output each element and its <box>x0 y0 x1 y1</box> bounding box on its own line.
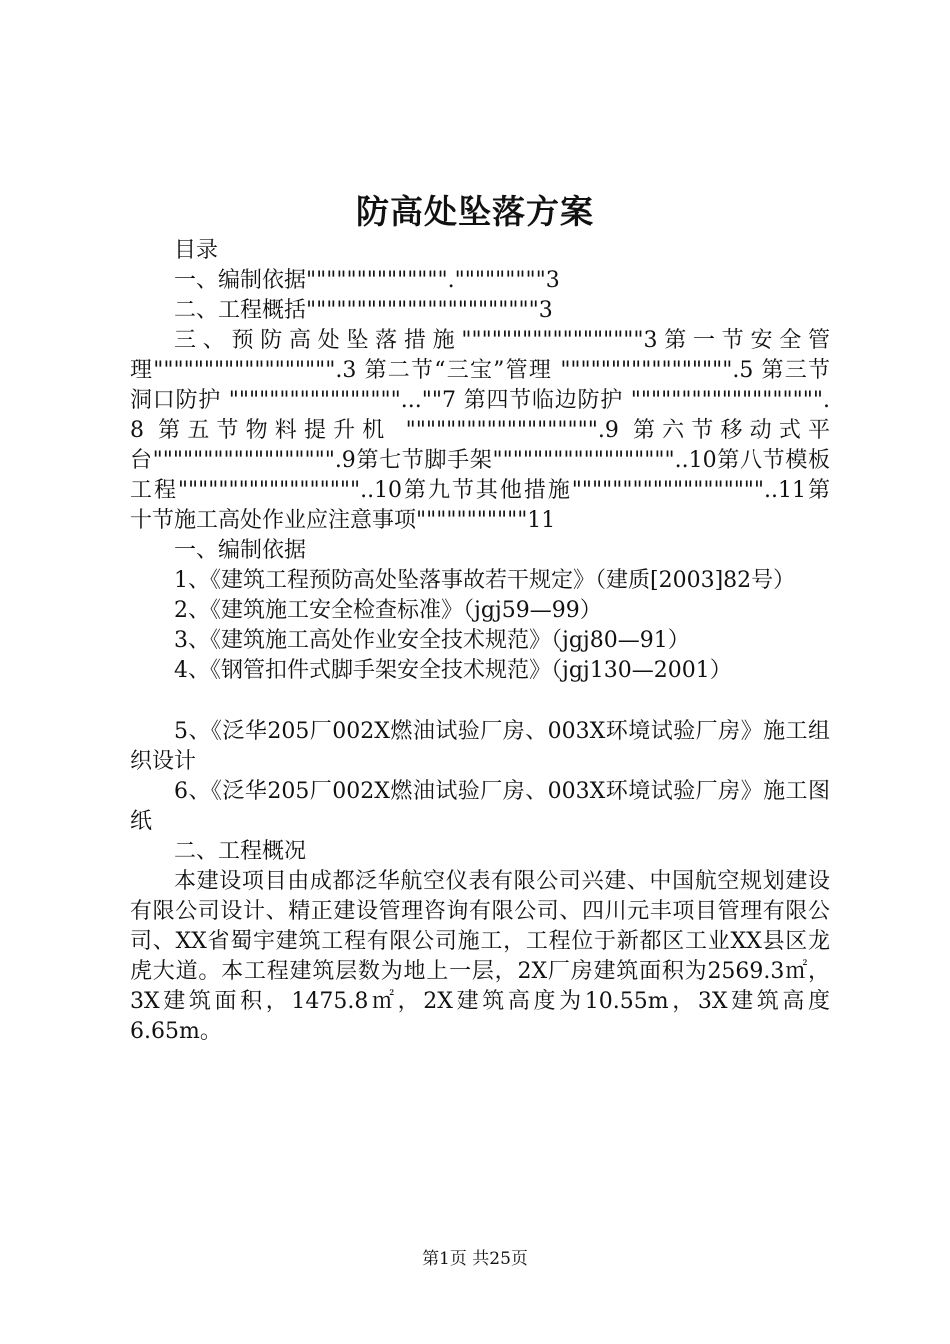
section1-item-6: 6、《泛华205厂002X燃油试验厂房、003X环境试验厂房》施工图纸 <box>130 779 830 834</box>
section1-item-4: 4、《钢管扣件式脚手架安全技术规范》（jgj130—2001） <box>174 658 732 683</box>
toc-block: 三、预防高处坠落措施""""""""""""""""""3第一节安全管理"""""""""""""""""".3 第二节“三宝”管理 """"""""""""""""".5 第三节洞口防护 """""""""""""""""...""7 第四节临边防护 """"""""""""""""""".8 第五节物料提升机 """"""""""""""""""".9 第六节移动式平台"""""""""""""""""".9第七节脚手架""""""""""""""""""..10第八节模板工程""""""""""""""""""..10第九节其他措施"""""""""""""""""""..11第十节施工高处作业应注意事项"""""""""""11 <box>130 328 830 533</box>
toc-line-2: 二、工程概括"""""""""""""""""""""""3 <box>174 298 553 323</box>
section1-item-2: 2、《建筑施工安全检查标准》（jgj59—99） <box>174 598 602 623</box>
section1-item-5: 5、《泛华205厂002X燃油试验厂房、003X环境试验厂房》施工组织设计 <box>130 719 830 774</box>
blank-line <box>130 686 830 717</box>
section2-paragraph: 本建设项目由成都泛华航空仪表有限公司兴建、中国航空规划建设有限公司设计、精正建设管理咨询有限公司、四川元丰项目管理有限公司、XX省蜀宇建筑工程有限公司施工，工程位于新都区工业XX县区龙虎大道。本工程建筑层数为地上一层，2X厂房建筑面积为2569.3㎡，3X建筑面积，1475.8㎡，2X建筑高度为10.55m，3X建筑高度6.65m。 <box>130 869 830 1044</box>
document-title: 防高处坠落方案 <box>356 192 594 231</box>
document-body <box>130 236 830 1047</box>
section1-item-1: 1、《建筑工程预防高处坠落事故若干规定》（建质[2003]82号） <box>174 568 796 593</box>
section1-heading: 一、编制依据 <box>174 538 307 563</box>
section1-item-3: 3、《建筑施工高处作业安全技术规范》（jgj80—91） <box>174 628 690 653</box>
toc-heading: 目录 <box>174 238 219 263</box>
section2-heading: 二、工程概况 <box>174 839 307 864</box>
toc-line-1: 一、编制依据""""""""""""""."""""""""3 <box>174 268 560 293</box>
page-footer: 第1页 共25页 <box>422 1249 528 1269</box>
